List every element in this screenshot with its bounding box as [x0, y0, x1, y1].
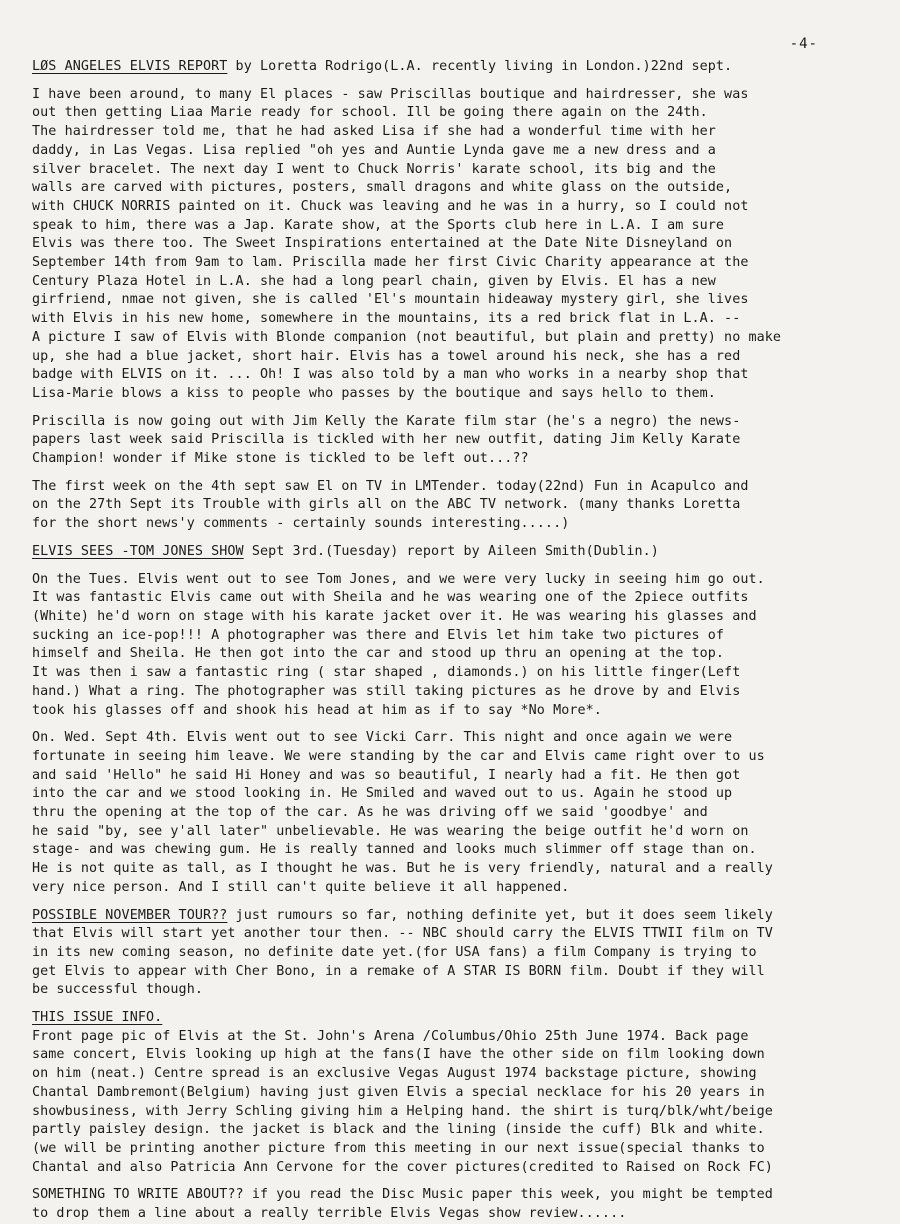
- la-report-byline: by Loretta Rodrigo(L.A. recently living in London.)22nd sept.: [227, 59, 733, 74]
- tour-paragraph: [32, 907, 860, 1001]
- tom-jones-paragraph-1: On the Tues. Elvis went out to see Tom Jones, and we were very lucky in seeing him go out. It was fantastic Elvis came out with Sheila and he was wearing one of the 2piece outfits (White) he'd worn on stage with his karate jacket over it. He was wearing his glasses and sucking an ice-pop!!! A photographer was there and Elvis let him take two pictures of himself and Sheila. He then got into the car and stood up thru an opening at the top. It was then i saw a fantastic ring ( star shaped , diamonds.) on his little finger(Left hand.) What a ring. The photographer was still taking pictures as he drove by and Elvis took his glasses off and shook his head at him as if to say *No More*.: [32, 571, 765, 718]
- tom-jones-byline: Sept 3rd.(Tuesday) report by Aileen Smith(Dublin.): [243, 543, 659, 559]
- la-report-paragraph-2: Priscilla is now going out with Jim Kelly the Karate film star (he's a negro) the news- papers last week said Priscilla is tickled with her new outfit, dating Jim Kelly Karate Champion! wonder if Mike stone is tickled to be left out...??: [32, 413, 741, 467]
- la-report-paragraph-3: The first week on the 4th sept saw El on TV in LMTender. today(22nd) Fun in Acapulco and on the 27th Sept its Trouble with girls all on the ABC TV network. (many thanks Loretta for the short news'y comments - certainly sounds interesting.....): [32, 478, 749, 532]
- issue-info-heading: [32, 1009, 860, 1028]
- la-report-title-line: [32, 58, 860, 77]
- la-report-heading: LØS ANGELES ELVIS REPORT: [32, 59, 228, 74]
- tour-text: just rumours so far, nothing definite yet, but it does seem likely that Elvis will start yet another tour then. -- NBC should carry the ELVIS TTWII film on TV in its new coming season, no definite date yet.(for USA fans) a film Company is trying to get Elvis to appear with Cher Bono, in a remake of A STAR IS BORN film. Doubt if they will be successful though.: [32, 907, 773, 998]
- issue-info-paragraph: Front page pic of Elvis at the St. John's Arena /Columbus/Ohio 25th June 1974. Back page same concert, Elvis looking up high at the fans(I have the other side on film looking down on him (neat.) Centre spread is an exclusive Vegas August 1974 backstage picture, showing Chantal Dambremont(Belgium) having just given Elvis a special necklace for his 20 years in showbusiness, with Jerry Schling giving him a Helping hand. the shirt is turq/blk/wht/beige partly paisley design. the jacket is black and the lining (inside the cuff) Blk and white. (we will be printing another picture from this meeting in our next issue(special thanks to Chantal and also Patricia Ann Cervone for the cover pictures(credited to Raised on Rock FC): [32, 1028, 773, 1175]
- tom-jones-title-line: [32, 543, 860, 562]
- write-about-paragraph: SOMETHING TO WRITE ABOUT?? if you read the Disc Music paper this week, you might be tempted to drop them a line about a really terrible Elvis Vegas show review......: [32, 1187, 773, 1222]
- vicki-carr-paragraph: On. Wed. Sept 4th. Elvis went out to see Vicki Carr. This night and once again we were fortunate in seeing him leave. We were standing by the car and Elvis came right over to us and said 'Hello" he said Hi Honey and was so beautiful, I nearly had a fit. He then got into the car and we stood looking in. He Smiled and waved out to us. Again he stood up thru the opening at the top of the car. As he was driving off we said 'goodbye' and he said "by, see y'all later" unbelievable. He was wearing the beige outfit he'd worn on stage- and was chewing gum. He is really tanned and looks much slimmer off stage than on. He is not quite as tall, as I thought he was. But he is very friendly, natural and a really very nice person. And I still can't quite believe it all happened.: [32, 730, 773, 895]
- la-report-paragraph-1: I have been around, to many El places - saw Priscillas boutique and hairdresser, she was out then getting Liaa Marie ready for school. Ill be going there again on the 24th. The hairdresser told me, that he had asked Lisa if she had a wonderful time with her daddy, in Las Vegas. Lisa replied "oh yes and Auntie Lynda gave me a new dress and a silver bracelet. The next day I went to Chuck Norris' karate school, its big and the walls are carved with pictures, posters, small dragons and white glass on the outside, with CHUCK NORRIS painted on it. Chuck was leaving and he was in a hurry, so I could not speak to him, there was a Jap. Karate show, at the Sports club here in L.A. I am sure Elvis was there too. The Sweet Inspirations entertained at the Date Nite Disneyland on September 14th from 9am to lam. Priscilla made her first Civic Charity appearance at the Century Plaza Hotel in L.A. she had a long pearl chain, given by Elvis. El has a new girfriend, nmae not given, she is called 'El's mountain hideaway mystery girl, she lives with Elvis in his new home, somewhere in the mountains, its a red brick flat in L.A. -- A picture I saw of Elvis with Blonde companion (not beautiful, but plain and pretty) no make up, she had a blue jacket, short hair. Elvis has a towel around his neck, she has a red badge with ELVIS on it. ... Oh! I was also told by a man who works in a nearby shop that Lisa-Marie blows a kiss to people who passes by the boutique and says hello to them.: [32, 86, 782, 401]
- page-number: -4-: [789, 36, 818, 52]
- tom-jones-heading: ELVIS SEES -TOM JONES SHOW: [32, 543, 244, 559]
- issue-info-heading-text: THIS ISSUE INFO.: [32, 1010, 163, 1026]
- tour-heading: POSSIBLE NOVEMBER TOUR??: [32, 907, 228, 923]
